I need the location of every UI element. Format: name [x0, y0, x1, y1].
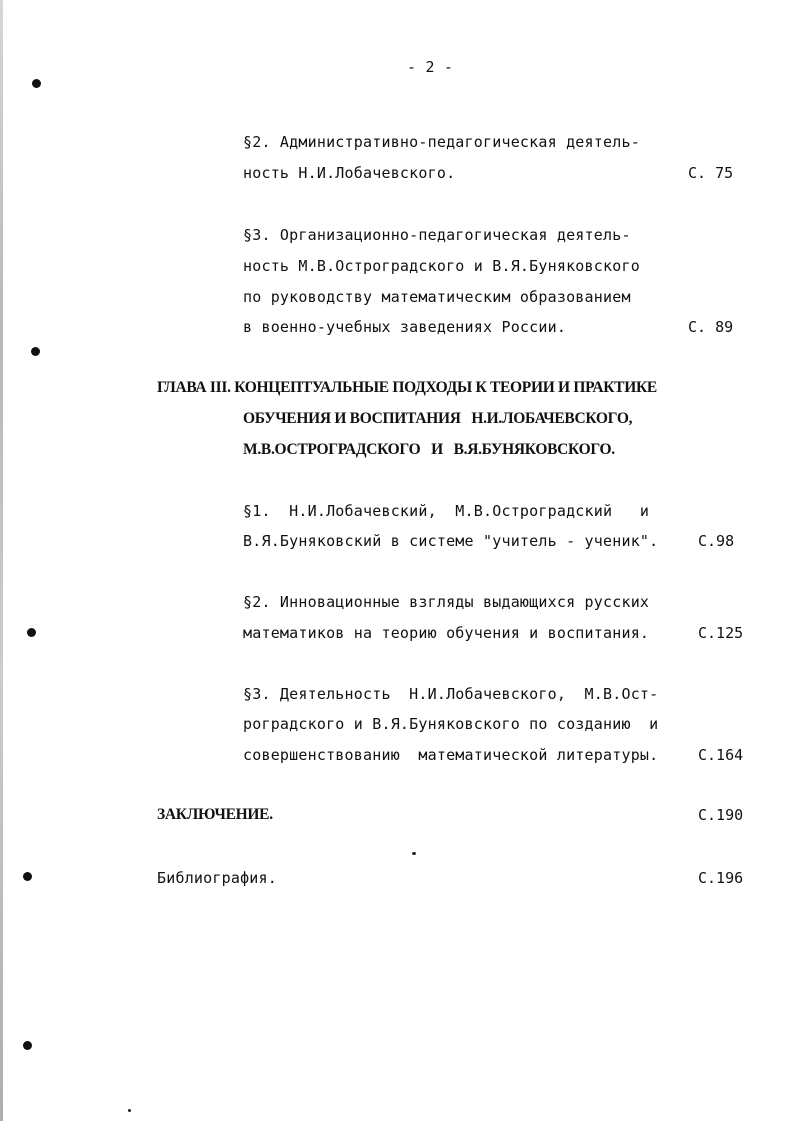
toc-ch3-s1-line2: В.Я.Буняковский в системе "учитель - ученик".: [243, 532, 659, 550]
toc-ch3-s2-line2: математиков на теорию обучения и воспитания.: [243, 624, 650, 642]
chapter-3-title-line3: М.В.ОСТРОГРАДСКОГО И В.Я.БУНЯКОВСКОГО.: [243, 441, 615, 458]
toc-ch3-s1-page: С.98: [698, 532, 735, 550]
toc-conclusion-page: С.190: [698, 806, 744, 824]
toc-ch3-s1-line1: §1. Н.И.Лобачевский, М.В.Остроградский и: [243, 502, 650, 520]
toc-ch2-s3-line1: §3. Организационно-педагогическая деятель-: [243, 226, 631, 244]
toc-ch2-s3-line4: в военно-учебных заведениях России.: [243, 318, 567, 336]
toc-ch3-s3-line3: совершенствованию математической литературы.: [243, 746, 659, 764]
punch-hole: [23, 1041, 32, 1050]
toc-bibliography-label: Библиография.: [157, 869, 277, 887]
toc-ch3-s2-page: С.125: [698, 624, 744, 642]
toc-ch2-s2-line2: ность Н.И.Лобачевского.: [243, 164, 456, 182]
toc-ch2-s2-page: С. 75: [688, 164, 734, 182]
toc-ch3-s3-line1: §3. Деятельность Н.И.Лобачевского, М.В.Ост-: [243, 685, 659, 703]
punch-hole: [32, 79, 41, 88]
toc-ch2-s3-page: С. 89: [688, 318, 734, 336]
scan-edge: [0, 0, 3, 1121]
chapter-3-title-line1: ГЛАВА III. КОНЦЕПТУАЛЬНЫЕ ПОДХОДЫ К ТЕОРИИ И ПРАКТИКЕ: [157, 379, 657, 396]
toc-ch3-s2-line1: §2. Инновационные взгляды выдающихся русских: [243, 593, 650, 611]
punch-hole: [31, 347, 40, 356]
toc-ch2-s2-line1: §2. Административно-педагогическая деятель-: [243, 133, 640, 151]
scan-speck: [128, 1109, 131, 1112]
punch-hole: [27, 628, 36, 637]
toc-conclusion-label: ЗАКЛЮЧЕНИЕ.: [157, 806, 273, 823]
toc-bibliography-page: С.196: [698, 869, 744, 887]
punch-hole: [23, 872, 32, 881]
toc-ch2-s3-line3: по руководству математическим образованием: [243, 288, 631, 306]
toc-ch3-s3-page: С.164: [698, 746, 744, 764]
page-number: - 2 -: [407, 58, 454, 76]
scan-speck: [412, 852, 416, 855]
toc-ch3-s3-line2: роградского и В.Я.Буняковского по созданию и: [243, 715, 659, 733]
chapter-3-title-line2: ОБУЧЕНИЯ И ВОСПИТАНИЯ Н.И.ЛОБАЧЕВСКОГО,: [243, 410, 633, 427]
toc-ch2-s3-line2: ность М.В.Остроградского и В.Я.Буняковского: [243, 257, 640, 275]
